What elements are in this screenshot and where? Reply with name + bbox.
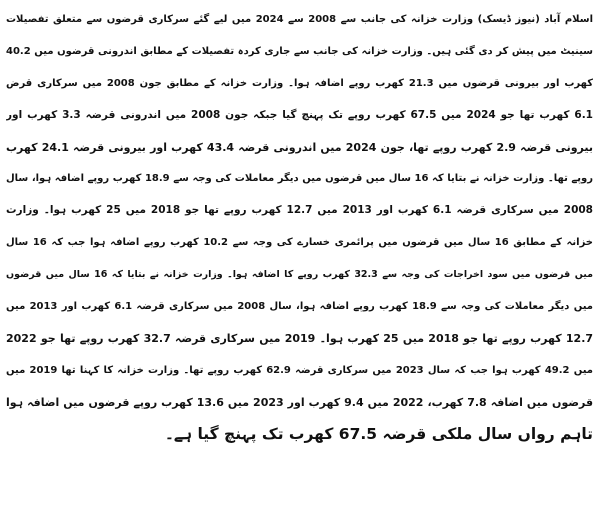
article-line-1: اسلام آباد (نیوز ڈیسک) وزارت خزانہ کی جانب سے 2008 سے 2024 میں لیے گئے سرکاری قرضوں سے متعلق تفصیلات — [6, 14, 593, 25]
article-line-4: 6.1 کھرب تھا جو 2024 میں 67.5 کھرب روپے تک پہنچ گیا جبکہ جون 2008 میں اندرونی قرضہ 3.3 کھرب اور — [6, 108, 593, 121]
article-line-2: سینیٹ میں پیش کر دی گئی ہیں۔ وزارت خزانہ کی جانب سے جاری کردہ تفصیلات کے مطابق اندرونی قرضوں میں 40.2 — [6, 45, 593, 57]
article-line-5: بیرونی قرضہ 2.9 کھرب روپے تھا، جون 2024 میں اندرونی قرضہ 43.4 کھرب اور بیرونی قرضہ 24.1 کھرب — [6, 140, 593, 154]
article-line-12: میں 49.2 کھرب ہوا جب کہ سال 2023 میں سرکاری قرضہ 62.9 کھرب روپے تھا۔ وزارت خزانہ کا کہنا تھا 2019 میں — [6, 364, 593, 376]
article-line-13: قرضوں میں اضافہ 7.8 کھرب، 2022 میں 9.4 کھرب اور 2023 میں 13.6 کھرب روپے قرضوں میں اضافہ ہوا — [6, 395, 593, 409]
article-line-8: خزانہ کے مطابق 16 سال میں قرضوں میں پرائمری خسارے کی وجہ سے 10.2 کھرب روپے اضافہ ہوا جب کہ 16 سال — [6, 237, 593, 249]
article-line-7: 2008 میں سرکاری قرضہ 6.1 کھرب اور 2013 میں 12.7 کھرب روپے تھا جو 2018 میں 25 کھرب ہوا۔ وزارت — [6, 204, 593, 217]
article-line-6: روپے تھا۔ وزارت خزانہ نے بتایا کہ 16 سال میں قرضوں میں دیگر معاملات کی وجہ سے 18.9 کھرب روپے اضافہ ہوا، سال — [6, 173, 593, 185]
article-line-3: کھرب اور بیرونی قرضوں میں 21.3 کھرب روپے اضافہ ہوا۔ وزارت خزانہ کے مطابق جون 2008 میں سرکاری قرض — [6, 77, 593, 89]
news-article — [6, 4, 593, 518]
article-line-9: میں قرضوں میں سود اخراجات کی وجہ سے 32.3 کھرب روپے کا اضافہ ہوا۔ وزارت خزانہ نے بتایا کہ 16 سال میں قرضوں — [6, 269, 593, 281]
article-line-11: 12.7 کھرب روپے تھا جو 2018 میں 25 کھرب ہوا۔ 2019 میں سرکاری قرضہ 32.7 کھرب روپے تھا جو 2022 — [6, 331, 593, 345]
article-line-14: تاہم رواں سال ملکی قرضہ 67.5 کھرب تک پہنچ گیا ہے۔ — [164, 424, 593, 443]
article-line-10: میں دیگر معاملات کی وجہ سے 18.9 کھرب روپے اضافہ ہوا، سال 2008 میں سرکاری قرضہ 6.1 کھرب اور 2013 میں — [6, 301, 593, 313]
